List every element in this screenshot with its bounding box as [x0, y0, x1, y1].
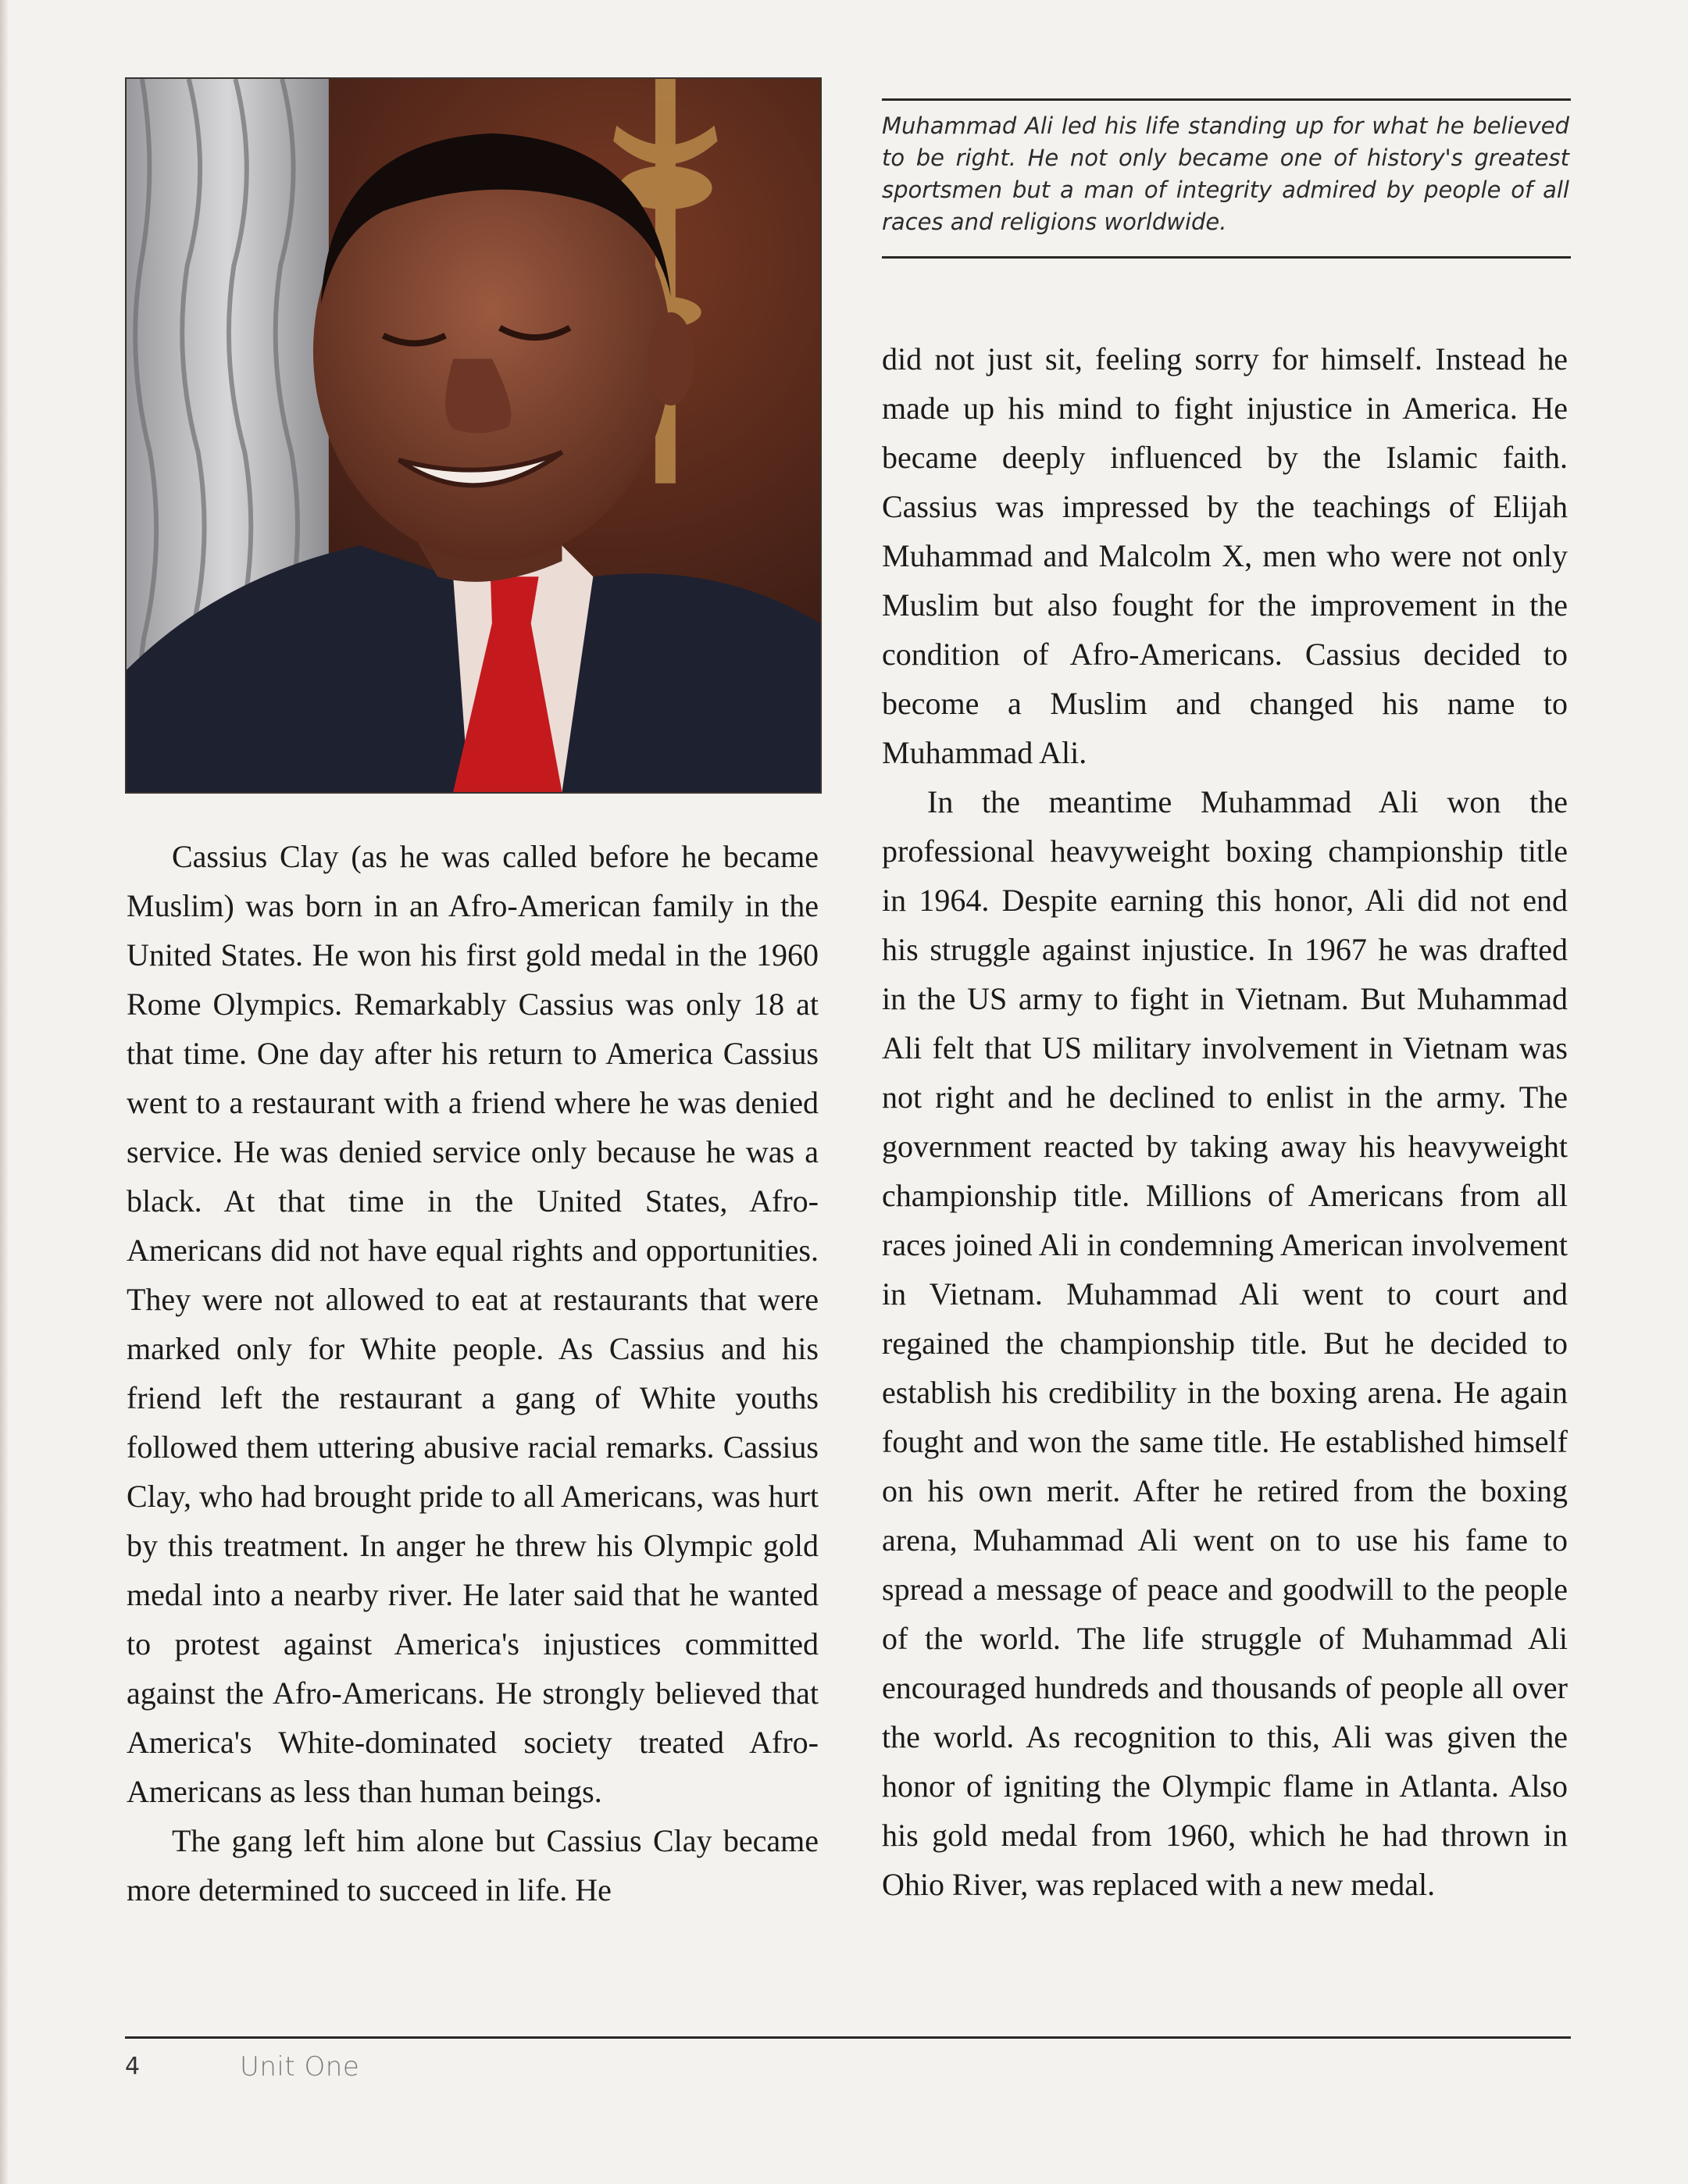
left-text-column — [127, 832, 819, 1915]
page-number: 4 — [125, 2053, 141, 2080]
footer-rule — [125, 2036, 1571, 2039]
unit-label: Unit One — [240, 2051, 360, 2082]
paragraph: The gang left him alone but Cassius Clay became more determined to succeed in life. He — [127, 1823, 819, 1907]
page-binding-edge — [0, 0, 8, 2184]
photo-caption: Muhammad Ali led his life standing up for what he believed to be right. He not only became one of history's greatest sportsmen but a man of integrity admired by people of all races and religions worldwide. — [882, 98, 1571, 259]
portrait-illustration — [127, 79, 820, 792]
paragraph: Cassius Clay (as he was called before he became Muslim) was born in an Afro-American family in the United States. He won his first gold medal in the 1960 Rome Olympics. Remarkably Cassius was only 18 at that time. One day after his return to America Cassius went to a restaurant with a friend where he was denied service. He was denied service only because he was a black. At that time in the United States, Afro-Americans did not have equal rights and opportunities. They were not allowed to eat at restaurants that were marked only for White people. As Cassius and his friend left the restaurant a gang of White youths followed them uttering abusive racial remarks. Cassius Clay, who had brought pride to all Americans, was hurt by this treatment. In anger he threw his Olympic gold medal into a nearby river. He later said that he wanted to protest against America's injustices committed against the Afro-Americans. He strongly believed that America's White-dominated society treated Afro-Americans as less than human beings. — [127, 839, 819, 1809]
right-text-column — [882, 334, 1568, 1909]
paragraph: did not just sit, feeling sorry for himself. Instead he made up his mind to fight injustice in America. He became deeply influenced by the Islamic faith. Cassius was impressed by the teachings of Elijah Muhammad and Malcolm X, men who were not only Muslim but also fought for the improvement in the condition of Afro-Americans. Cassius decided to become a Muslim and changed his name to Muhammad Ali. — [882, 341, 1568, 770]
portrait-photo — [125, 77, 822, 794]
paragraph: In the meantime Muhammad Ali won the professional heavyweight boxing championship title in 1964. Despite earning this honor, Ali did not end his struggle against injustice. In 1967 he was drafted in the US army to fight in Vietnam. But Muhammad Ali felt that US military involvement in Vietnam was not right and he declined to enlist in the army. The government reacted by taking away his heavyweight championship title. Millions of Americans from all races joined Ali in condemning American involvement in Vietnam. Muhammad Ali went to court and regained the championship title. But he decided to establish his credibility in the boxing arena. He again fought and won the same title. He established himself on his own merit. After he retired from the boxing arena, Muhammad Ali went on to use his fame to spread a message of peace and goodwill to the people of the world. The life struggle of Muhammad Ali encouraged hundreds and thousands of people all over the world. As recognition to this, Ali was given the honor of igniting the Olympic flame in Atlanta. Also his gold medal from 1960, which he had thrown in Ohio River, was replaced with a new medal. — [882, 784, 1568, 1902]
